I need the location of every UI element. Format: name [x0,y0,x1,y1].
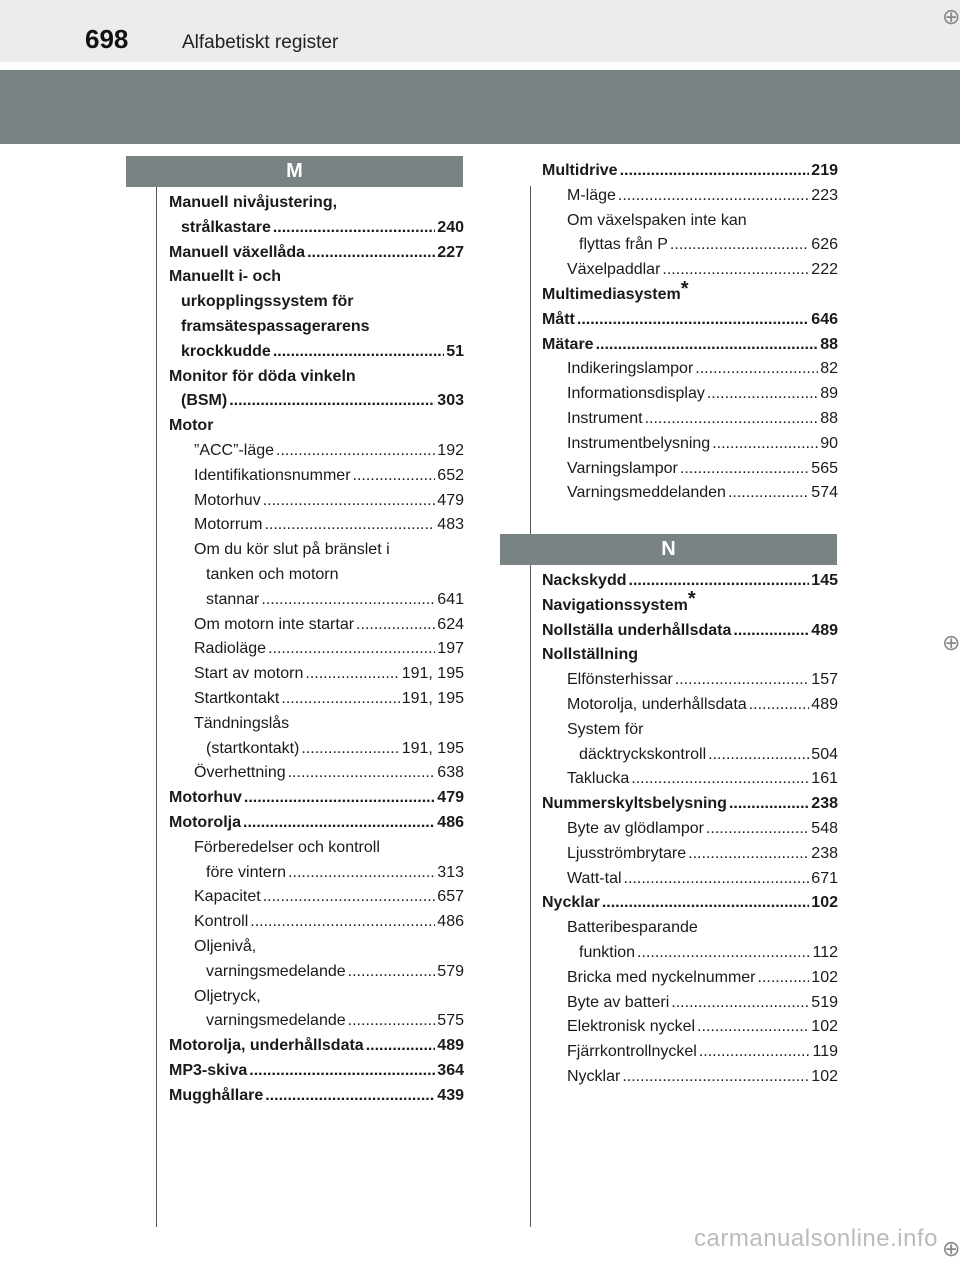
index-entry-term: Mått [542,310,575,328]
dot-leader [281,687,399,712]
index-entry [169,489,464,514]
index-entry-term: Förberedelser och kontroll [194,838,380,856]
dot-leader [263,489,436,514]
index-entry-term: Oljetryck, [194,987,261,1005]
dot-leader [288,761,436,786]
index-entry [542,481,838,506]
footnote-asterisk: * [680,277,689,300]
index-entry-term: Motor [169,417,214,435]
index-entry [542,1065,838,1090]
index-entry [169,513,464,538]
index-entry [542,941,838,966]
index-entry-term: tanken och motorn [206,565,339,583]
index-entry [169,290,464,315]
index-entry [169,687,464,712]
watermark: carmanualsonline.info [694,1225,938,1252]
dot-leader [695,357,818,382]
page-reference: 486 [437,813,464,831]
index-entry [169,191,464,216]
page-reference: 489 [437,1037,464,1055]
page-reference: 313 [437,863,464,881]
page-number: 698 [85,24,129,54]
page-reference: 88 [820,335,838,353]
dot-leader [264,513,435,538]
index-entry-term: Start av motorn [194,665,304,683]
index-entry-term: (BSM) [181,392,228,410]
index-entry-term: Nollställa underhållsdata [542,621,732,639]
dot-leader [577,308,809,333]
index-entry-term: Manuellt i- och [169,268,281,286]
section-header-m: M [126,156,463,187]
index-entry [542,916,838,941]
index-entry-term: Identifikationsnummer [194,466,351,484]
index-entry [542,588,838,619]
index-entry [542,159,838,184]
index-entry-term: varningsmedelande [206,962,346,980]
dot-leader [728,481,809,506]
dot-leader [624,867,810,892]
dot-leader [250,910,435,935]
index-entry-term: varningsmedelande [206,1012,346,1030]
index-entry [542,842,838,867]
dot-leader [348,1009,436,1034]
dot-leader [618,184,809,209]
dot-leader [307,241,435,266]
index-entry [542,432,838,457]
index-entry [169,662,464,687]
index-entry-term: Om motorn inte startar [194,615,355,633]
index-entry [542,668,838,693]
page-reference: 51 [446,342,464,360]
dot-leader [699,1040,811,1065]
index-entry-term: Nycklar [542,894,600,912]
index-entry-term: Indikeringslampor [567,360,694,378]
page-reference: 191, 195 [401,739,464,757]
index-entry [169,737,464,762]
index-entry-term: System för [567,720,644,738]
index-entry [542,382,838,407]
index-entry-term: före vintern [206,863,287,881]
index-entry [542,209,838,234]
index-entry [169,315,464,340]
page-reference: 579 [437,962,464,980]
index-entry-term: Instrumentbelysning [567,434,711,452]
page-reference: 82 [820,360,838,378]
dot-leader [758,966,810,991]
index-entry-term: funktion [579,943,636,961]
dot-leader [629,569,810,594]
index-entry-term: Nollställning [542,646,638,664]
index-entry [169,340,464,365]
index-entry-term: Nycklar [567,1067,621,1085]
index-entry-term: Mätare [542,335,594,353]
header-band [0,0,960,62]
crop-mark-icon: ⊕ [942,1236,960,1261]
page-reference: 626 [811,236,838,254]
page-reference: 624 [437,615,464,633]
index-entry [542,258,838,283]
dot-leader [733,619,809,644]
page-reference: 303 [437,392,464,410]
page-reference: 504 [811,745,838,763]
page-reference: 219 [811,162,838,179]
index-entry-term: Motorolja, underhållsdata [567,695,747,713]
index-entry [169,613,464,638]
dot-leader [602,891,809,916]
dot-leader [729,792,809,817]
index-entry [169,836,464,861]
page-reference: 191, 195 [401,665,464,683]
page-reference: 240 [437,218,464,236]
index-entry [169,761,464,786]
index-entry-term: Motorolja [169,813,241,831]
page-reference: 657 [437,888,464,906]
dot-leader [688,842,809,867]
dot-leader [353,464,436,489]
page-reference: 519 [811,993,838,1011]
dot-leader [645,407,819,432]
page-reference: 223 [811,186,838,204]
page-reference: 479 [437,789,464,807]
index-entry-term: Kapacitet [194,888,261,906]
page-reference: 483 [437,516,464,534]
dot-leader [697,1015,809,1040]
index-entry [542,619,838,644]
index-entry [542,357,838,382]
index-entry [542,718,838,743]
index-entry [542,966,838,991]
page-reference: 112 [812,943,838,961]
index-entry [169,439,464,464]
index-entry [169,910,464,935]
dot-leader [708,743,809,768]
dot-leader [249,1059,435,1084]
page-reference: 439 [437,1086,464,1104]
index-entry [542,233,838,258]
index-entry [169,885,464,910]
page-reference: 89 [820,385,838,403]
dot-leader [620,159,810,184]
index-entry [169,241,464,266]
index-entry-term: Motorhuv [169,789,242,807]
page-reference: 222 [811,261,838,279]
index-entry [169,365,464,390]
index-entry-term: Elektronisk nyckel [567,1018,696,1036]
index-entry-term: (startkontakt) [206,739,300,757]
page-reference: 90 [820,434,838,452]
index-entry-term: Manuell växellåda [169,243,306,261]
dot-leader [706,817,809,842]
index-entry-term: Instrument [567,409,643,427]
index-entry-term: Radioläge [194,640,267,658]
dot-leader [712,432,818,457]
index-entry-term: Startkontakt [194,689,280,707]
page-reference: 574 [811,484,838,502]
index-entry-term: Kontroll [194,913,249,931]
dot-leader [622,1065,809,1090]
index-entry-term: Navigationssystem [542,596,688,614]
section-header-n: N [500,534,837,565]
index-entry-term: ”ACC”-läge [194,441,275,459]
dot-leader [631,767,809,792]
dot-leader [680,457,809,482]
index-entry [542,1040,838,1065]
index-entry [542,1015,838,1040]
index-entry [169,811,464,836]
decorative-band [0,70,960,144]
index-entry-term: Fjärrkontrollnyckel [567,1043,697,1061]
index-entry [542,308,838,333]
dot-leader [273,216,435,241]
index-entry-term: krockkudde [181,342,271,360]
page-reference: 238 [811,844,838,862]
dot-leader [670,233,809,258]
index-entry [542,867,838,892]
index-entry-term: Elfönsterhissar [567,671,673,689]
index-entry [169,1034,464,1059]
index-entry [542,184,838,209]
page-title: Alfabetiskt register [182,32,339,53]
crop-mark-icon: ⊕ [942,630,960,655]
index-entry [169,1084,464,1109]
dot-leader [261,588,435,613]
index-entry-term: Taklucka [567,770,630,788]
index-entry-term: Motorhuv [194,491,261,509]
index-entry [542,817,838,842]
dot-leader [749,693,810,718]
page-reference: 102 [811,894,838,912]
page-reference: 489 [811,621,838,639]
page-reference: 652 [437,466,464,484]
index-entry-term: Motorolja, underhållsdata [169,1037,364,1055]
index-entry [169,712,464,737]
index-entry-term: M-läge [567,186,616,204]
index-entry-term: flyttas från P [579,236,668,254]
page-reference: 157 [811,671,838,689]
index-column-left [169,191,464,1108]
page-reference: 486 [437,913,464,931]
page-reference: 161 [811,770,838,788]
dot-leader [366,1034,436,1059]
index-entry-term: MP3-skiva [169,1061,248,1079]
page-reference: 575 [437,1012,464,1030]
index-entry [542,991,838,1016]
index-column-right-n [542,569,838,1090]
page-reference: 191, 195 [401,689,464,707]
index-entry-term: Batteribesparande [567,919,698,937]
dot-leader [244,786,435,811]
index-entry-term: Byte av batteri [567,993,670,1011]
column-rule-right [530,186,531,1227]
index-entry-term: Mugghållare [169,1086,264,1104]
dot-leader [348,960,436,985]
index-entry [169,563,464,588]
page-reference: 364 [437,1061,464,1079]
index-entry-term: Om du kör slut på bränslet i [194,541,390,559]
dot-leader [229,389,435,414]
index-entry [169,935,464,960]
index-entry-term: Ljusströmbrytare [567,844,687,862]
dot-leader [356,613,435,638]
page-reference: 641 [437,590,464,608]
index-entry-term: Manuell nivåjustering, [169,194,338,211]
column-rule-left [156,186,157,1227]
page-reference: 192 [437,441,464,459]
index-entry [542,333,838,358]
dot-leader [671,991,809,1016]
page-reference: 88 [820,409,838,427]
dot-leader [637,941,810,966]
footnote-asterisk: * [687,588,696,611]
index-entry [542,767,838,792]
dot-leader [305,662,399,687]
page-reference: 197 [437,640,464,658]
index-entry-term: framsätespassagerarens [181,317,370,335]
index-entry-term: Watt-tal [567,869,622,887]
index-entry [169,1059,464,1084]
index-entry-term: Varningsmeddelanden [567,484,726,502]
index-entry [169,637,464,662]
index-entry-term: Tändningslås [194,714,290,732]
index-entry [542,407,838,432]
page-reference: 479 [437,491,464,509]
page-reference: 227 [437,243,464,261]
index-entry-term: Multimediasystem [542,285,681,303]
index-entry-term: urkopplingssystem för [181,293,354,311]
dot-leader [276,439,435,464]
index-entry [169,1009,464,1034]
dot-leader [265,1084,435,1109]
page-reference: 638 [437,764,464,782]
index-entry-term: Överhettning [194,764,286,782]
index-entry-term: strålkastare [181,218,271,236]
index-entry [542,693,838,718]
dot-leader [675,668,809,693]
index-entry [169,265,464,290]
index-entry-term: Bricka med nyckelnummer [567,968,756,986]
dot-leader [268,637,435,662]
index-entry [542,792,838,817]
index-entry [169,861,464,886]
page-reference: 102 [811,968,838,986]
dot-leader [596,333,819,358]
index-entry [169,786,464,811]
index-entry [542,743,838,768]
index-entry [169,414,464,439]
index-entry [542,277,838,308]
page-reference: 145 [811,572,838,589]
index-column-right-m [542,159,838,506]
page-reference: 102 [811,1018,838,1036]
index-entry-term: Nackskydd [542,572,627,589]
page-reference: 565 [811,459,838,477]
page-reference: 238 [811,795,838,813]
index-entry [169,985,464,1010]
index-entry [169,216,464,241]
dot-leader [273,340,444,365]
dot-leader [243,811,435,836]
page-reference: 646 [811,310,838,328]
index-entry-term: Varningslampor [567,459,678,477]
index-entry-term: Nummerskyltsbelysning [542,795,727,813]
index-entry-term: Om växelspaken inte kan [567,211,747,229]
dot-leader [263,885,436,910]
index-entry [542,643,838,668]
index-entry-term: Monitor för döda vinkeln [169,367,356,385]
page-reference: 102 [811,1067,838,1085]
index-entry [169,960,464,985]
index-entry-term: Växelpaddlar [567,261,661,279]
dot-leader [288,861,435,886]
index-entry [542,457,838,482]
index-entry-term: stannar [206,590,260,608]
index-entry-term: däcktryckskontroll [579,745,707,763]
index-entry [542,891,838,916]
page-reference: 548 [811,819,838,837]
page-reference: 119 [812,1043,838,1061]
index-entry [169,389,464,414]
page-reference: 489 [811,695,838,713]
index-entry [169,464,464,489]
dot-leader [301,737,399,762]
index-entry-term: Motorrum [194,516,263,534]
page-reference: 671 [811,869,838,887]
index-entry-term: Multidrive [542,162,618,179]
index-entry-term: Oljenivå, [194,937,257,955]
index-entry-term: Informationsdisplay [567,385,705,403]
index-entry [169,588,464,613]
index-entry-term: Byte av glödlampor [567,819,704,837]
crop-mark-icon: ⊕ [942,4,960,29]
index-entry [169,538,464,563]
dot-leader [707,382,818,407]
